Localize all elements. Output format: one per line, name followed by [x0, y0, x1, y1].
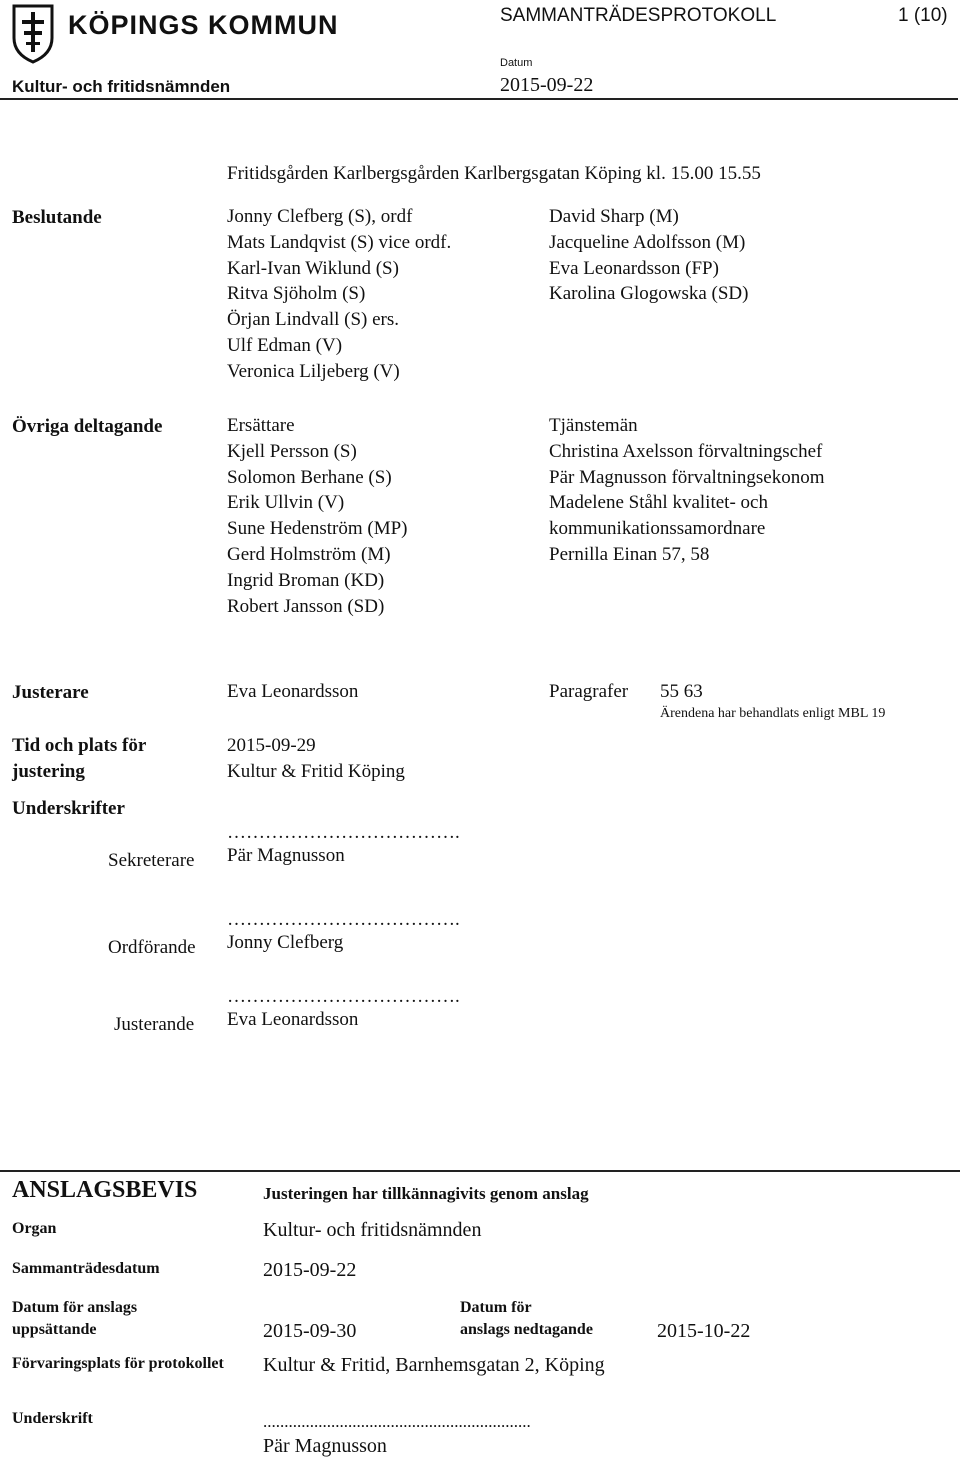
list-item: Karolina Glogowska (SD): [549, 283, 749, 305]
list-item: Gerd Holmström (M): [227, 543, 391, 565]
justering-details: [227, 733, 405, 785]
beslutande-left-list: [227, 204, 451, 385]
list-item: Robert Jansson (SD): [227, 595, 385, 617]
underskrift-label: Underskrift: [12, 1410, 93, 1427]
justerare-name: Eva Leonardsson: [227, 681, 359, 702]
list-item: Ulf Edman (V): [227, 334, 343, 356]
list-item: Christina Axelsson förvaltningschef: [549, 440, 823, 462]
organ-value: Kultur- och fritidsnämnden: [263, 1219, 482, 1241]
signature-role-justerande: Justerande: [114, 1014, 195, 1035]
list-item: Madelene Ståhl kvalitet- och: [549, 492, 768, 514]
list-item: Eva Leonardsson (FP): [549, 257, 719, 279]
paragrafer-label: Paragrafer: [549, 681, 629, 702]
page-number: 1 (10): [898, 5, 948, 26]
list-item: Pernilla Einan 57, 58: [549, 543, 710, 565]
kopings-kommun-crest-icon: [12, 4, 54, 64]
underskrift-dots: ...............................................................: [263, 1412, 531, 1431]
list-heading: Ersättare: [227, 415, 295, 436]
date-label: Datum: [500, 57, 533, 69]
signature-dots: ……………………………….: [227, 822, 460, 843]
tid-och-plats-label: Tid och plats för justering: [12, 735, 147, 782]
paragrafer-value: 55 63: [660, 681, 703, 702]
mbl-note: Ärendena har behandlats enligt MBL 19: [660, 706, 886, 721]
list-item: kommunikationssamordnare: [549, 518, 766, 540]
ovriga-deltagande-label: Övriga deltagande: [12, 416, 163, 437]
forvaringsplats-value: Kultur & Fritid, Barnhemsgatan 2, Köping: [263, 1354, 605, 1376]
tjanstemen-list: [549, 413, 824, 568]
signature-name-sekreterare: Pär Magnusson: [227, 845, 345, 866]
uppsattande-label: Datum för anslags uppsättande: [12, 1299, 138, 1338]
list-item: Sune Hedenström (MP): [227, 518, 408, 540]
document-type: SAMMANTRÄDESPROTOKOLL: [500, 5, 777, 26]
beslutande-label: Beslutande: [12, 207, 102, 228]
signature-dots: ……………………………….: [227, 986, 460, 1007]
list-item: Jonny Clefberg (S), ordf: [227, 206, 413, 227]
meeting-date: 2015-09-22: [500, 74, 594, 96]
underskrift-name: Pär Magnusson: [263, 1435, 387, 1457]
underskrifter-label: Underskrifter: [12, 798, 125, 819]
signature-role-sekreterare: Sekreterare: [108, 850, 195, 871]
forvaringsplats-label: Förvaringsplats för protokollet: [12, 1355, 224, 1372]
committee-name: Kultur- och fritidsnämnden: [12, 77, 231, 96]
list-item: David Sharp (M): [549, 206, 679, 227]
anslagsbevis-subtitle: Justeringen har tillkännagivits genom anslag: [263, 1184, 589, 1203]
organ-label: Organ: [12, 1220, 57, 1237]
list-item: Veronica Liljeberg (V): [227, 360, 400, 382]
list-item: Pär Magnusson förvaltningsekonom: [549, 466, 825, 488]
justering-place: Kultur & Fritid Köping: [227, 760, 405, 782]
signature-name-justerande: Eva Leonardsson: [227, 1009, 359, 1030]
signature-dots: ……………………………….: [227, 909, 460, 930]
list-item: Kjell Persson (S): [227, 440, 357, 462]
nedtagande-label: Datum för anslags nedtagande: [460, 1299, 593, 1338]
anslagsbevis-title: ANSLAGSBEVIS: [12, 1177, 198, 1203]
list-item: Ritva Sjöholm (S): [227, 283, 366, 305]
list-item: Erik Ullvin (V): [227, 492, 345, 514]
list-item: Mats Landqvist (S) vice ordf.: [227, 231, 452, 253]
anslagsbevis-divider: [0, 1170, 960, 1172]
list-heading: Tjänstemän: [549, 415, 638, 436]
list-item: Karl-Ivan Wiklund (S): [227, 257, 399, 279]
sammantradesdatum-value: 2015-09-22: [263, 1259, 357, 1281]
meeting-place-time: Fritidsgården Karlbergsgården Karlbergsgatan Köping kl. 15.00 15.55: [227, 163, 761, 184]
list-item: Solomon Berhane (S): [227, 466, 392, 488]
signature-role-ordforande: Ordförande: [108, 937, 196, 958]
beslutande-right-list: [549, 204, 748, 307]
signature-name-ordforande: Jonny Clefberg: [227, 932, 344, 953]
justerare-label: Justerare: [12, 682, 89, 703]
ersattare-list: [227, 413, 407, 619]
sammantradesdatum-label: Sammanträdesdatum: [12, 1260, 160, 1277]
justering-date: 2015-09-29: [227, 735, 316, 756]
uppsattande-value: 2015-09-30: [263, 1320, 357, 1342]
org-name: KÖPINGS KOMMUN: [68, 10, 339, 40]
list-item: Ingrid Broman (KD): [227, 569, 385, 591]
nedtagande-value: 2015-10-22: [657, 1320, 751, 1342]
list-item: Örjan Lindvall (S) ers.: [227, 309, 400, 331]
header-divider: [0, 98, 958, 100]
list-item: Jacqueline Adolfsson (M): [549, 231, 746, 253]
